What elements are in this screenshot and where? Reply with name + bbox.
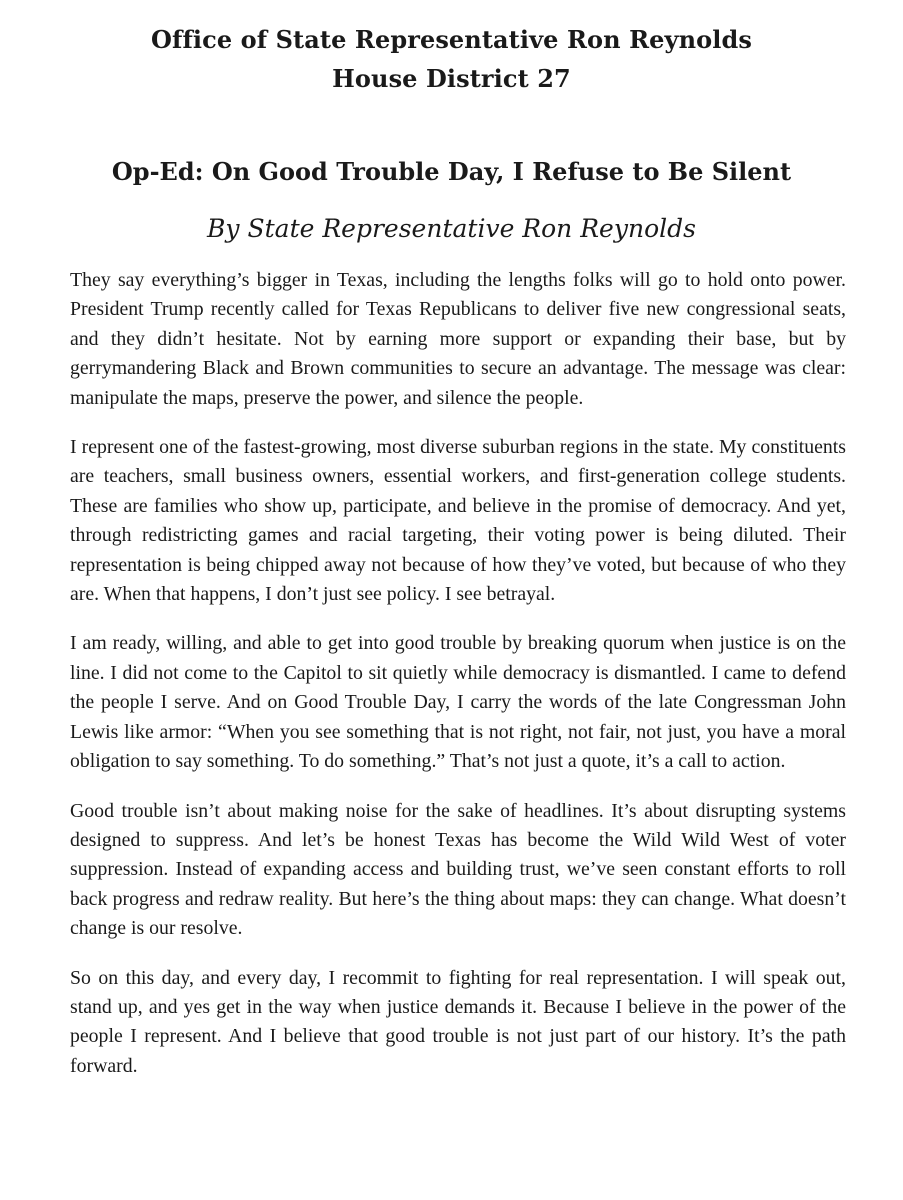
paragraph-2: I represent one of the fastest-growing, most diverse suburban regions in the state. My constituents are teachers, small business owners, essential workers, and first-generation college students. These are families who show up, participate, and believe in the promise of democracy. And yet, through redistricting games and racial targeting, their voting power is being diluted. Their representation is being chipped away not because of how they’ve voted, but because of who they are. When that happens, I don’t just see policy. I see betrayal.: [70, 436, 846, 606]
paragraph-1: They say everything’s bigger in Texas, including the lengths folks will go to hold onto power. President Trump recently called for Texas Republicans to deliver five new congressional seats, and they didn’t hesitate. Not by earning more support or expanding their base, but by gerrymandering Black and Brown communities to secure an advantage. The message was clear: manipulate the maps, preserve the power, and silence the people.: [70, 269, 846, 409]
paragraph-4: Good trouble isn’t about making noise for the sake of headlines. It’s about disrupting systems designed to suppress. And let’s be honest Texas has become the Wild Wild West of voter suppression. Instead of expanding access and building trust, we’ve seen constant efforts to roll back progress and redraw reality. But here’s the thing about maps: they can change. What doesn’t change is our resolve.: [70, 799, 846, 940]
paragraph-3: I am ready, willing, and able to get into good trouble by breaking quorum when justice is on the line. I did not come to the Capitol to sit quietly while democracy is dismantled. I came to defend the people I serve. And on Good Trouble Day, I carry the words of the late Congressman John Lewis like armor: “When you see something that is not right, not fair, not just, you have a moral obligation to say something. To do something.” That’s not just a quote, it’s a call to action.: [70, 632, 846, 773]
article-byline: By State Representative Ron Reynolds: [207, 214, 696, 243]
district-name: House District 27: [332, 64, 571, 93]
paragraph-5: So on this day, and every day, I recommit to fighting for real representation. I will speak out, stand up, and yes get in the way when justice demands it. Because I believe in the power of the people I represent. And I believe that good trouble is not just part of our history. It’s the path forward.: [70, 966, 846, 1077]
article-title: Op-Ed: On Good Trouble Day, I Refuse to Be Silent: [111, 157, 792, 186]
office-name: Office of State Representative Ron Reynolds: [151, 25, 752, 54]
article-body: [70, 266, 846, 1101]
office-header: [0, 20, 903, 98]
